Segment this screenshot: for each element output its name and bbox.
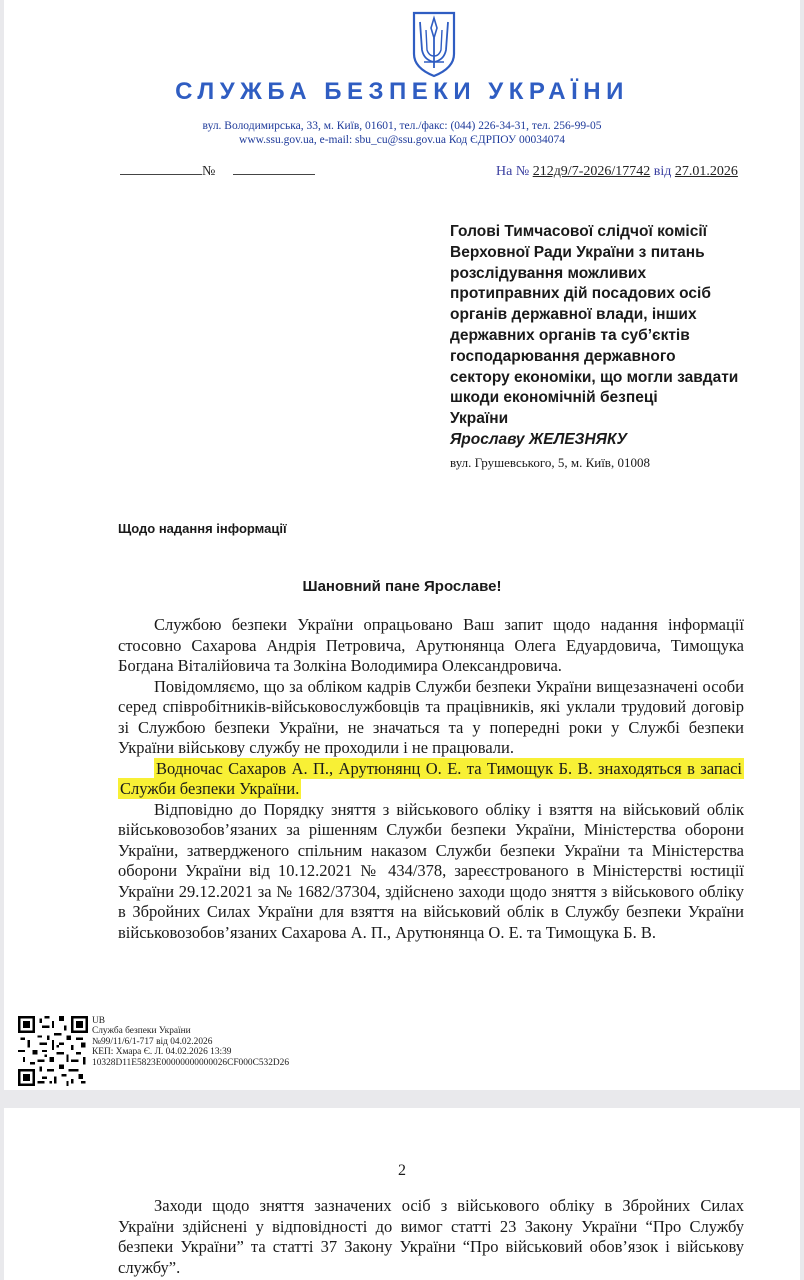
- recipient-line: господарювання державного: [450, 347, 676, 365]
- outgoing-date: 27.01.2026: [674, 164, 738, 179]
- stamp-line: 10328D11E5823E00000000000026CF000C532D26: [92, 1057, 290, 1068]
- recipient-line: Верховної Ради України з питань: [450, 243, 705, 261]
- recipient-line: Голові Тимчасової слідчої комісії: [450, 223, 708, 240]
- body-paragraph-1: Службою безпеки України опрацьовано Ваш запит щодо надання інформації стосовно Сахарова Андрія Петровича, Арутюнянца Олега Едуардовича, Тимощука Богдана Віталійовича та Золкіна Володимира Олександровича.: [118, 615, 744, 675]
- stamp-line: №99/11/6/1-717 від 04.02.2026: [92, 1036, 213, 1047]
- letter-page-2: [4, 1108, 800, 1280]
- registration-number-field: №: [120, 164, 315, 180]
- stamp-line: UB: [92, 1016, 106, 1026]
- organization-name: СЛУЖБА БЕЗПЕКИ УКРАЇНИ: [175, 78, 629, 105]
- recipient-block: [450, 222, 750, 451]
- letter-greeting: Шановний пане Ярославе!: [302, 578, 502, 595]
- outgoing-number: 212д9/7-2026/17742: [532, 164, 651, 179]
- organization-address: вул. Володимирська, 33, м. Київ, 01601, тел./факс: (044) 226-34-31, тел. 256-99-05: [202, 120, 602, 132]
- outgoing-from: від: [653, 164, 672, 179]
- outgoing-reference: [496, 164, 738, 180]
- outgoing-prefix: На №: [496, 164, 530, 179]
- recipient-line: шкоди економічній безпеці: [450, 389, 658, 407]
- recipient-line: органів державної влади, інших: [450, 306, 697, 324]
- recipient-line: державних органів та суб’єктів: [450, 326, 690, 344]
- letter-subject: Щодо надання інформації: [118, 521, 287, 536]
- page2-body: [118, 1196, 744, 1278]
- letter-page-1: [4, 0, 800, 1090]
- recipient-line: сектору економіки, що могли завдати: [450, 368, 739, 386]
- recipient-line: протиправних дій посадових осіб: [450, 285, 711, 303]
- recipient-address: вул. Грушевського, 5, м. Київ, 01008: [450, 455, 650, 470]
- recipient-line: України: [450, 410, 509, 428]
- body-paragraph-3: [118, 759, 744, 800]
- stamp-line: КЕП: Хмара Є. Л. 04.02.2026 13:39: [92, 1047, 232, 1058]
- electronic-signature-stamp: [92, 1016, 289, 1068]
- page2-paragraph-1: Заходи щодо зняття зазначених осіб з військового обліку в Збройних Силах України здійснені у відповідності до вимог статті 23 Закону України “Про Службу безпеки України” та статті 37 Закону України “Про військовий обов’язок і військову службу”.: [118, 1196, 744, 1277]
- organization-contacts: www.ssu.gov.ua, e-mail: sbu_cu@ssu.gov.ua Код ЄДРПОУ 00034074: [239, 134, 565, 146]
- page-number: 2: [398, 1162, 406, 1179]
- qr-code-icon: [18, 1016, 88, 1086]
- body-paragraph-2: Повідомляємо, що за обліком кадрів Служби безпеки України вищезазначені особи серед співробітників-військовослужбовців та працівників, які уклали трудовий договір зі Службою безпеки України, не значаться та у попередні роки у Службі безпеки України військову службу не проходили і не працювали.: [118, 676, 744, 757]
- recipient-line: розслідування можливих: [450, 264, 647, 282]
- stamp-line: Служба безпеки України: [92, 1026, 191, 1037]
- recipient-name: Ярославу ЖЕЛЕЗНЯКУ: [450, 430, 627, 448]
- body-paragraph-4: Відповідно до Порядку зняття з військового обліку і взяття на військовий облік військовозобов’язаних за рішенням Служби безпеки України, Міністерства оборони України, затвердженого спільним наказом Служби безпеки України та Міністерства оборони України від 10.12.2021 № 434/378, зареєстрованого в Міністерстві юстиції України 29.12.2021 за № 1682/37304, здійснено заходи щодо зняття з військового обліку в Збройних Силах України для взяття на військовий облік в Службу безпеки України військовозобов’язаних Сахарова А. П., Арутюнянца О. Е. та Тимощука Б. В.: [118, 799, 744, 942]
- highlighted-text: Водночас Сахаров А. П., Арутюнянц О. Е. та Тимощук Б. В. знаходяться в запасі Служби безпеки України.: [120, 758, 742, 798]
- tryzub-icon: [410, 10, 458, 78]
- letter-body: [118, 615, 744, 943]
